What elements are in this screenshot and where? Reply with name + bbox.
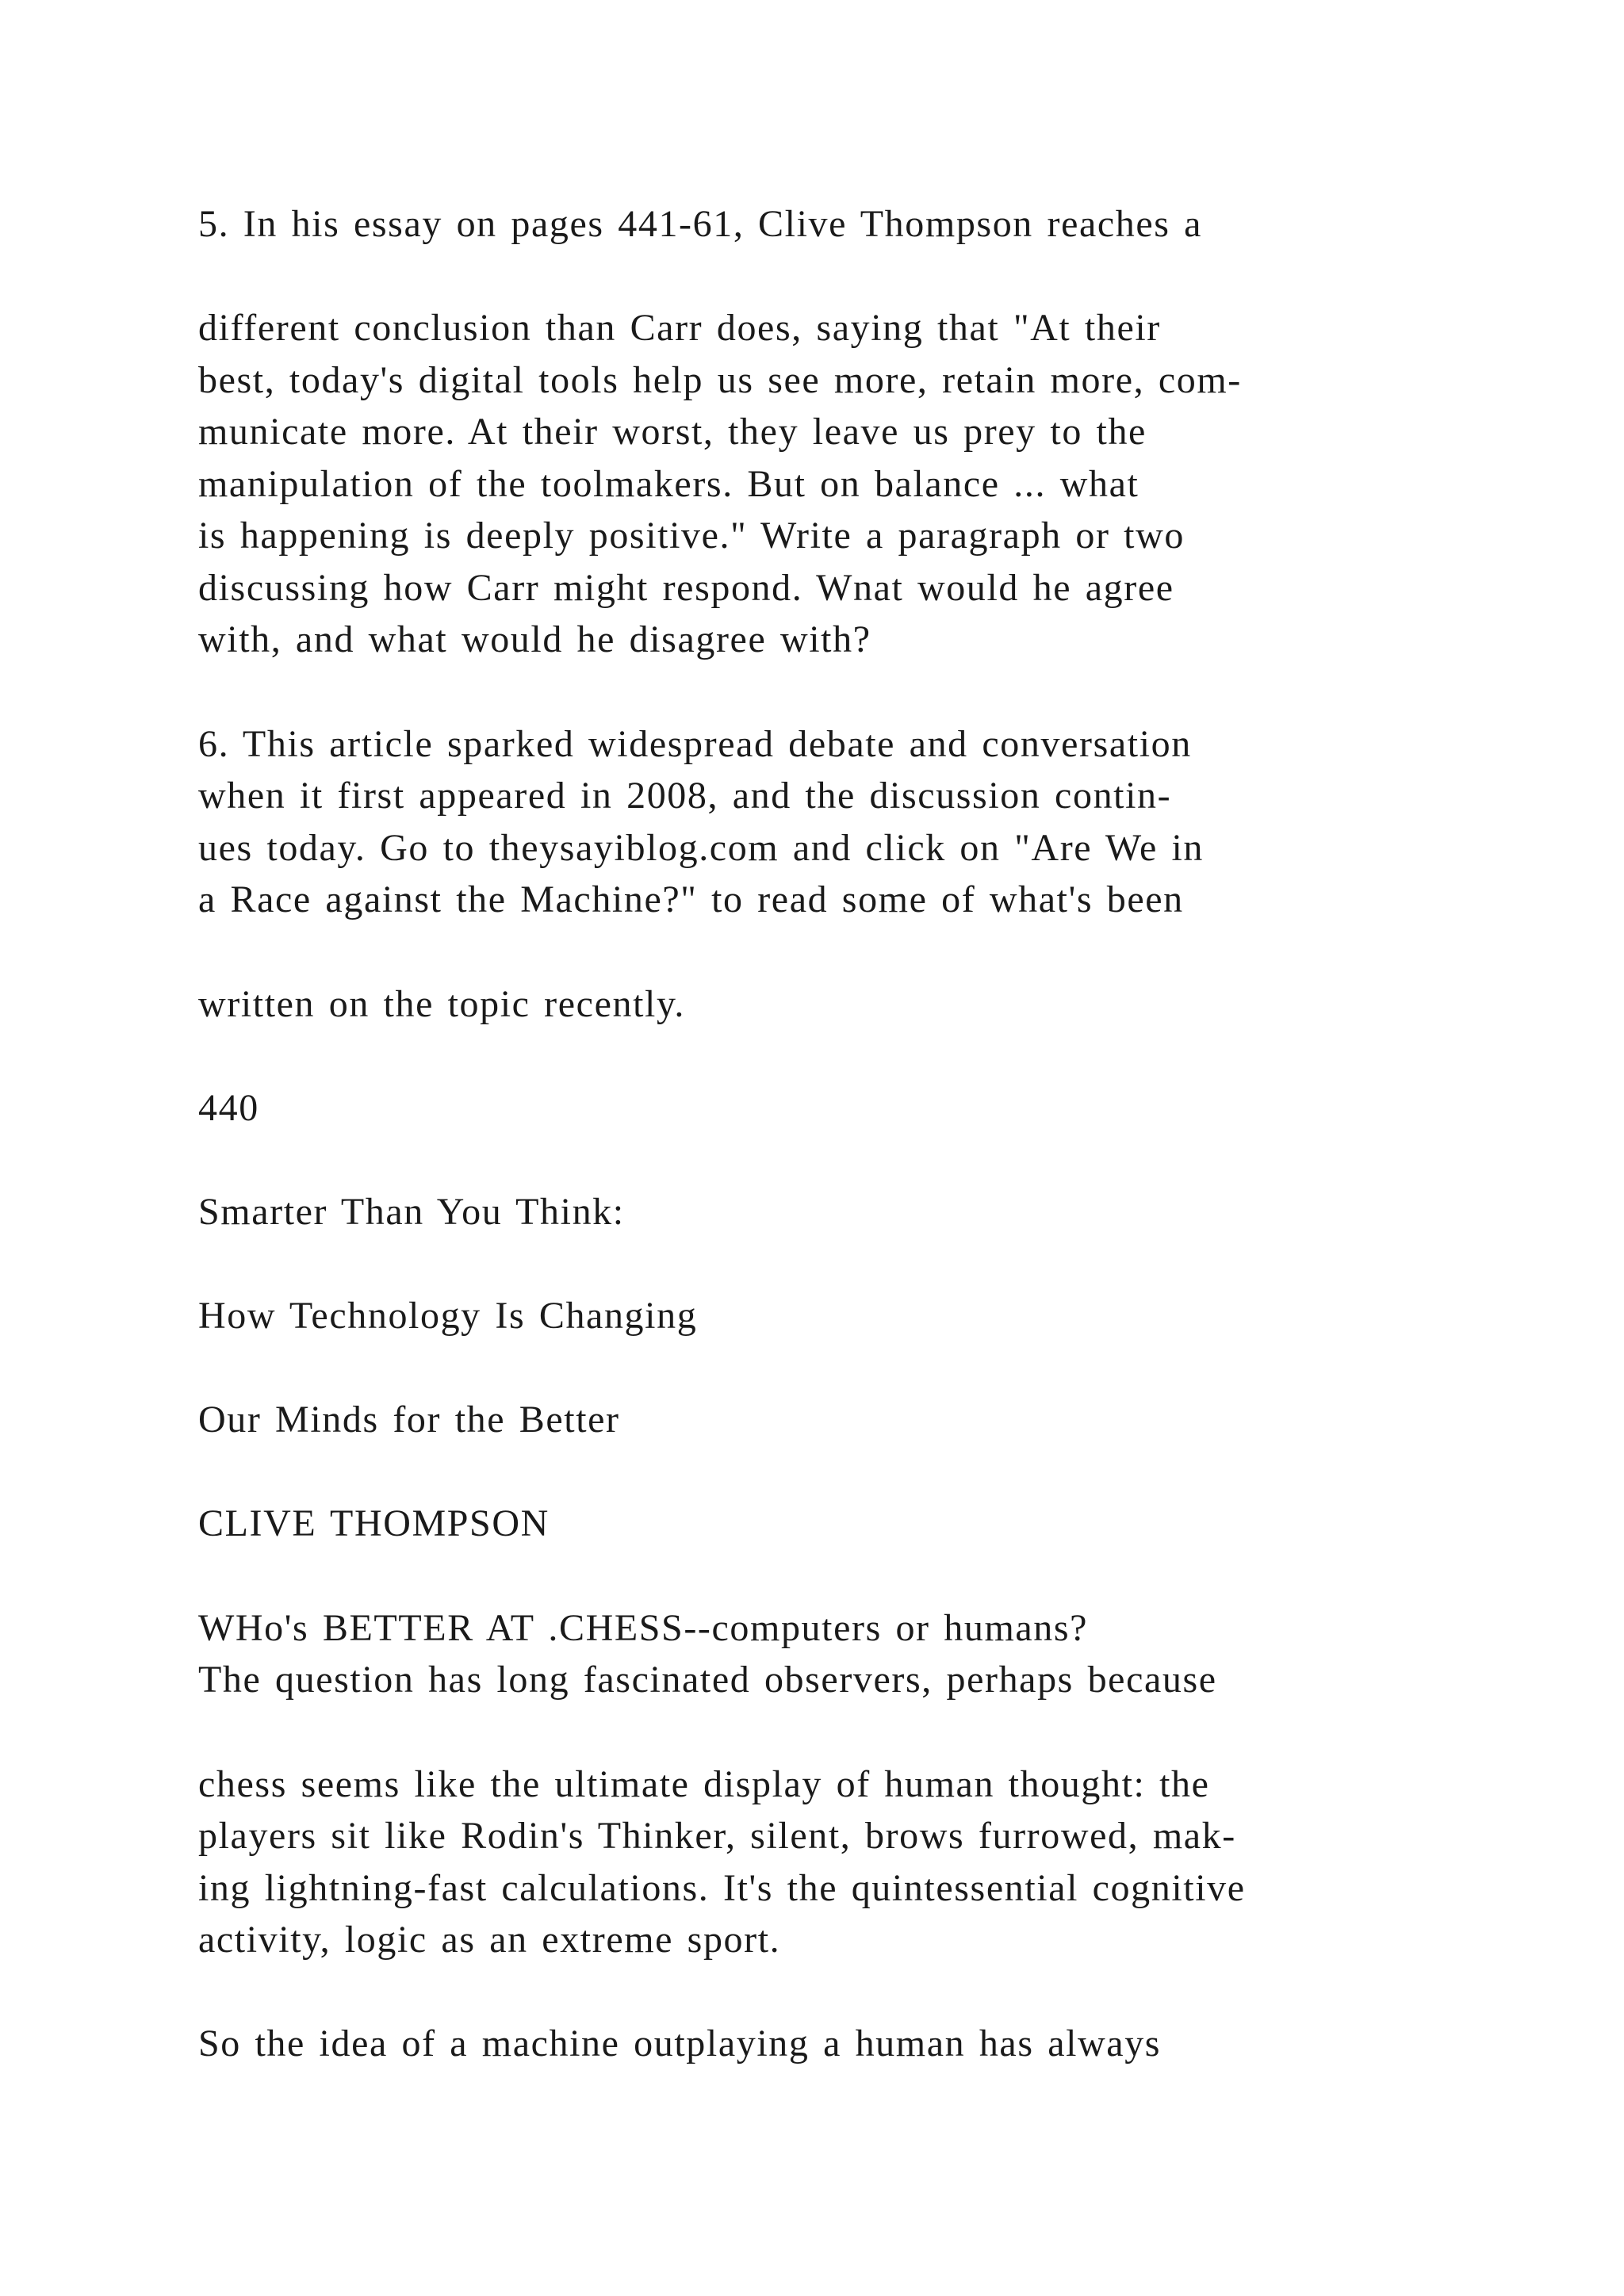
body-line-2: The question has long fascinated observers, perhaps because <box>198 1659 1217 1701</box>
question-5-line-8: with, and what would he disagree with? <box>198 618 871 660</box>
author-name: CLIVE THOMPSON <box>198 1502 550 1544</box>
body-line-7: So the idea of a machine outplaying a human has always <box>198 2022 1162 2064</box>
question-5-line-3: best, today's digital tools help us see more, retain more, com- <box>198 359 1242 401</box>
question-5-line-6: is happening is deeply positive." Write a paragraph or two <box>198 515 1185 557</box>
body-line-4: players sit like Rodin's Thinker, silent, brows furrowed, mak- <box>198 1815 1236 1857</box>
body-line-5: ing lightning-fast calculations. It's the quintessential cognitive <box>198 1867 1246 1909</box>
page-number: 440 <box>198 1087 259 1129</box>
question-6-line-1: 6. This article sparked widespread debate and conversation <box>198 723 1192 765</box>
question-5-line-4: municate more. At their worst, they leave us prey to the <box>198 411 1147 453</box>
title-line-3: Our Minds for the Better <box>198 1399 620 1441</box>
title-line-2: How Technology Is Changing <box>198 1295 698 1337</box>
title-line-1: Smarter Than You Think: <box>198 1191 625 1233</box>
body-line-3: chess seems like the ultimate display of human thought: the <box>198 1763 1210 1805</box>
question-5-line-5: manipulation of the toolmakers. But on balance ... what <box>198 463 1139 505</box>
question-5-line-7: discussing how Carr might respond. Wnat would he agree <box>198 567 1174 609</box>
question-6-line-3: ues today. Go to theysayiblog.com and click on "Are We in <box>198 827 1205 869</box>
question-5-line-1: 5. In his essay on pages 441-61, Clive Thompson reaches a <box>198 203 1203 245</box>
body-line-1: WHo's BETTER AT .CHESS--computers or humans? <box>198 1607 1089 1649</box>
question-6-line-5: written on the topic recently. <box>198 983 686 1025</box>
body-line-6: activity, logic as an extreme sport. <box>198 1919 781 1961</box>
question-6-line-4: a Race against the Machine?" to read some of what's been <box>198 878 1184 920</box>
question-5-line-2: different conclusion than Carr does, saying that "At their <box>198 307 1161 349</box>
question-6-line-2: when it first appeared in 2008, and the discussion contin- <box>198 775 1172 817</box>
document-page <box>198 0 1546 2296</box>
